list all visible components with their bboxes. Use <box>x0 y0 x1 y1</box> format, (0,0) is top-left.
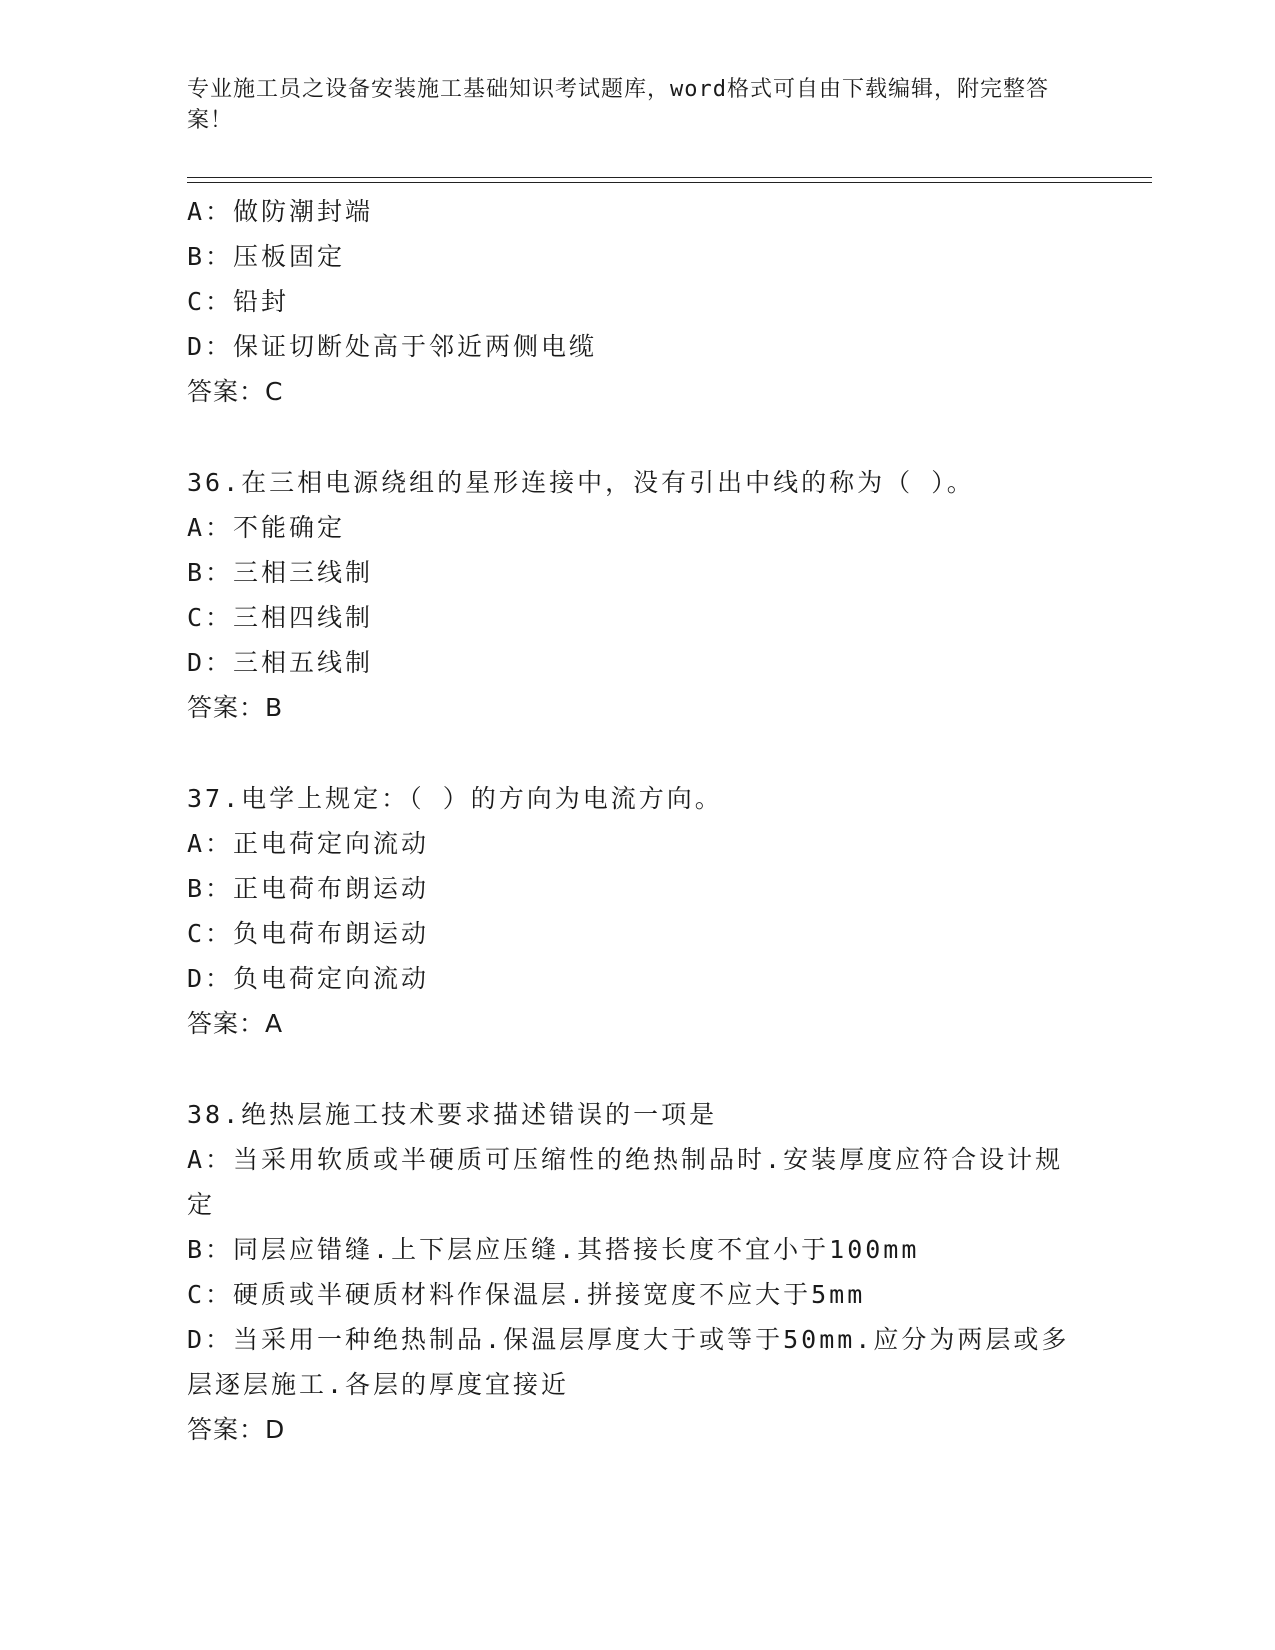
question-36 <box>187 460 1087 730</box>
option-a: A：做防潮封端 <box>187 197 374 226</box>
option-b: B：正电荷布朗运动 <box>187 874 430 903</box>
question-stem: 36.在三相电源绕组的星形连接中，没有引出中线的称为（ ）。 <box>187 468 975 497</box>
question-38 <box>187 1092 1087 1452</box>
option-b: B：压板固定 <box>187 242 346 271</box>
option-d: D：负电荷定向流动 <box>187 964 430 993</box>
option-b: B：同层应错缝.上下层应压缝.其搭接长度不宜小于100mm <box>187 1235 920 1264</box>
answer-label: 答案：B <box>187 693 284 722</box>
question-stem: 38.绝热层施工技术要求描述错误的一项是 <box>187 1100 718 1129</box>
option-b: B：三相三线制 <box>187 558 374 587</box>
answer-label: 答案：C <box>187 377 284 406</box>
answer-label: 答案：D <box>187 1415 286 1444</box>
option-c: C：三相四线制 <box>187 603 374 632</box>
option-a: A：正电荷定向流动 <box>187 829 430 858</box>
header-rule-bottom <box>187 182 1152 183</box>
option-c: C：负电荷布朗运动 <box>187 919 430 948</box>
question-list <box>187 189 1087 1452</box>
header-rule-top <box>187 177 1152 178</box>
question-37 <box>187 776 1087 1046</box>
option-d: D：当采用一种绝热制品.保温层厚度大于或等于50mm.应分为两层或多层逐层施工.各层的厚度宜接近 <box>187 1325 1070 1399</box>
option-c: C：硬质或半硬质材料作保温层.拼接宽度不应大于5mm <box>187 1280 866 1309</box>
option-c: C：铅封 <box>187 287 290 316</box>
option-a: A：当采用软质或半硬质可压缩性的绝热制品时.安装厚度应符合设计规定 <box>187 1145 1064 1219</box>
option-d: D：保证切断处高于邻近两侧电缆 <box>187 332 598 361</box>
question-partial <box>187 189 1087 414</box>
question-stem: 37.电学上规定：（ ）的方向为电流方向。 <box>187 784 723 813</box>
document-header: 专业施工员之设备安装施工基础知识考试题库，word格式可自由下载编辑，附完整答案！ <box>187 77 1049 133</box>
option-a: A：不能确定 <box>187 513 346 542</box>
option-d: D：三相五线制 <box>187 648 374 677</box>
answer-label: 答案：A <box>187 1009 284 1038</box>
